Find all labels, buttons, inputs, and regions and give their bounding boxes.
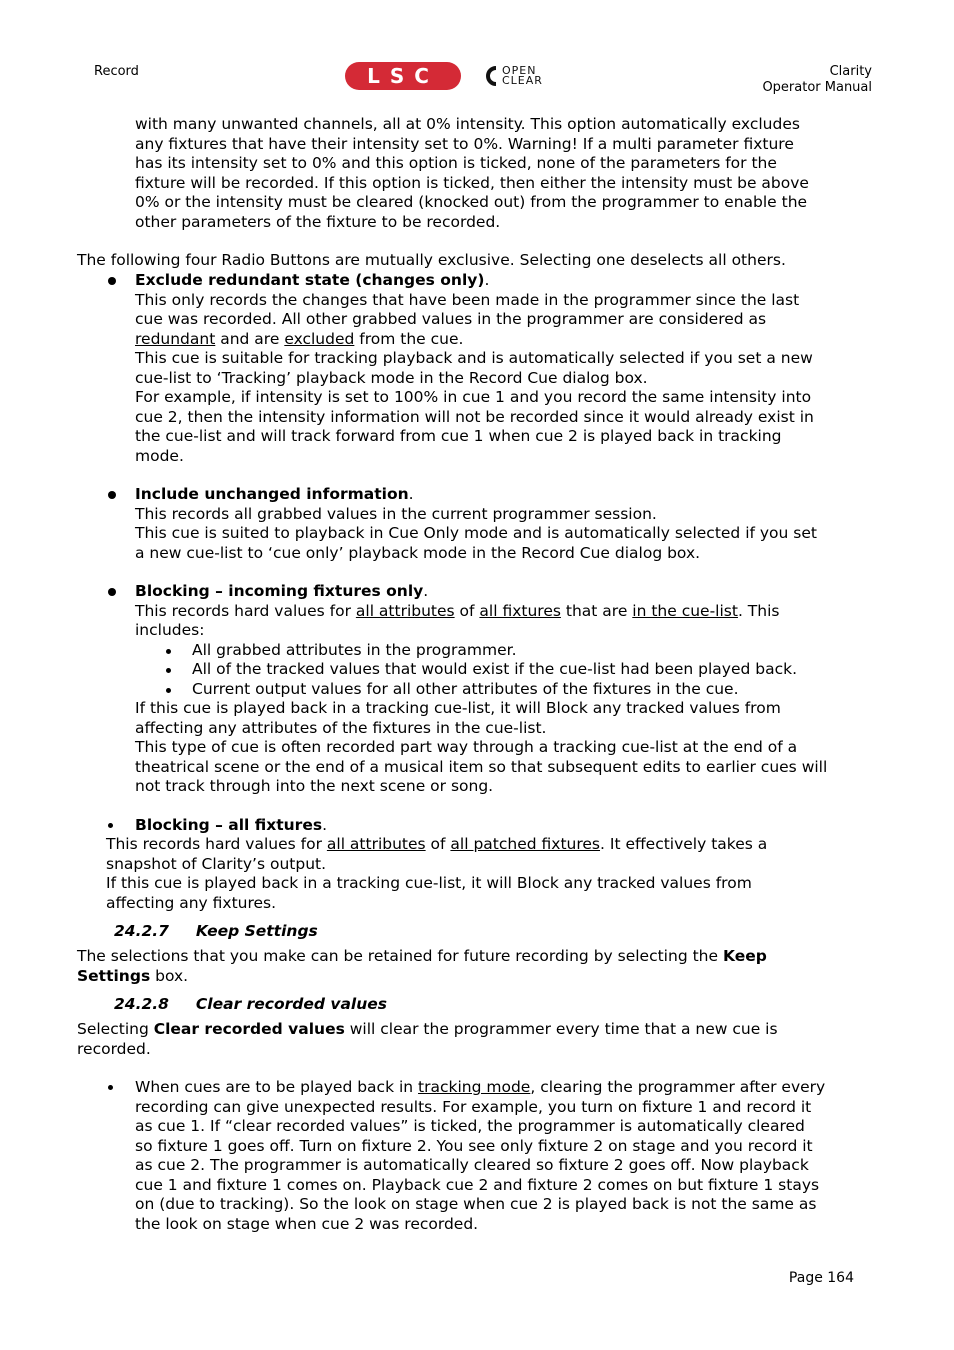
text-line: affecting any fixtures.: [106, 893, 277, 912]
bullet-icon: [108, 588, 116, 596]
open-clear-mark-icon: [482, 64, 502, 88]
text-line: as cue 1. If “clear recorded values” is ticked, the programmer is automatically cleared: [135, 1117, 805, 1135]
option-blocking-all: This records hard values for all attributes of all patched fixtures. It effectively takes a snapshot of Clarity’s output. If this cue is played back in a tracking cue-list, it will Block any tracked values from affecting any fixtures.: [106, 835, 866, 913]
text-line: cue-list to ‘Tracking’ playback mode in the Record Cue dialog box.: [135, 368, 648, 387]
logo-open-text: OPEN: [502, 64, 537, 77]
option-title: Exclude redundant state (changes only): [135, 271, 485, 289]
text-line: 0% or the intensity must be cleared (knocked out) from the programmer to enable the: [135, 193, 808, 211]
option-title: Blocking – incoming fixtures only: [135, 582, 424, 600]
sub-list: [135, 641, 860, 700]
text-line: with many unwanted channels, all at 0% intensity. This option automatically excludes: [135, 115, 800, 133]
term-excluded: excluded: [284, 329, 355, 348]
bullet-icon: [108, 277, 116, 285]
term-in-cue-list: in the cue-list: [632, 601, 738, 620]
clear-bullet-paragraph: When cues are to be played back in tracking mode, clearing the programmer after every recording can give unexpected results. For example, you turn on fixture 1 and record it as cue 1. If “clear recorded values” is ticked, the programmer is automatically cleared so fixture 1 goes off. Turn on fixture 2. You see only fixture 2 on stage and you record it as cue 2. The programmer is automatically cleared so fixture 2 goes off. Now playback cue 1 and fixture 1 comes on. Playback cue 2 and fixture 2 comes on but fixture 1 stays on (due to tracking). So the look on stage when cue 2 is played back is not the same as the look on stage when cue 2 was recorded.: [135, 1078, 860, 1234]
open-clear-logo: [482, 64, 582, 88]
text-line: includes:: [135, 621, 205, 639]
sub-item: All grabbed attributes in the programmer.: [192, 640, 517, 659]
text-line: This records all grabbed values in the current programmer session.: [135, 504, 657, 523]
text-line: affecting any attributes of the fixtures in the cue-list.: [135, 718, 547, 737]
text-line: any fixtures that have their intensity set to 0%. Warning! If a multi parameter fixture: [135, 134, 794, 153]
text-line: on (due to tracking). So the look on stage when cue 2 is played back is not the same as: [135, 1195, 817, 1213]
term-all-fixtures: all fixtures: [479, 601, 561, 620]
header-section: Record: [94, 64, 139, 79]
page-number: Page 164: [788, 1270, 854, 1286]
text-line: recording can give unexpected results. For example, you turn on fixture 1 and record it: [135, 1097, 812, 1116]
text-line: This only records the changes that have been made in the programmer since the last: [135, 290, 800, 309]
lsc-logo: LSC: [345, 62, 461, 90]
heading-keep-settings: 24.2.7 Keep Settings: [114, 922, 318, 940]
option-include-unchanged: Include unchanged information. This records all grabbed values in the current programmer session. This cue is suited to playback in Cue Only mode and is automatically selected if you set a new cue-list to ‘cue only’ playback mode in the Record Cue dialog box.: [135, 485, 860, 563]
bullet-icon: [108, 491, 116, 499]
option-blocking-incoming: Blocking – incoming fixtures only. This records hard values for all attributes of all fixtures that are in the cue-list. This includes: All grabbed attributes in the programmer. All of the tracked values that would exist if the cue-list had been played back. Current output values for all other attributes of the fixtures in the cue. If this cue is played back in a tracking cue-list, it will Block any tracked values from affecting any attributes of the fixtures in the cue-list. This type of cue is often recorded part way through a tracking cue-list at the end of a theatrical scene or the end of a musical item so that subsequent edits to earlier cues will not track through into the next scene or song.: [135, 582, 860, 797]
option-exclude-redundant: Exclude redundant state (changes only). This only records the changes that have been made in the programmer since the last cue was recorded. All other grabbed values in the programmer are considered as redundant and are excluded from the cue. This cue is suitable for tracking playback and is automatically selected if you set a new cue-list to ‘Tracking’ playback mode in the Record Cue dialog box. For example, if intensity is set to 100% in cue 1 and you record the same intensity into cue 2, then the intensity information will not be recorded since it would already exist in the cue-list and will track forward from cue 1 when cue 2 is played back in tracking mode.: [135, 271, 860, 466]
heading-clear-recorded-values: 24.2.8 Clear recorded values: [114, 995, 388, 1013]
term-redundant: redundant: [135, 329, 216, 348]
text-line: cue was recorded. All other grabbed values in the programmer are considered as: [135, 310, 767, 328]
header-title: [762, 64, 872, 96]
clear-paragraph: Selecting Clear recorded values will clear the programmer every time that a new cue is recorded.: [77, 1020, 867, 1059]
option-blocking-all-title: Blocking – all fixtures.: [135, 816, 327, 834]
text-line: This type of cue is often recorded part way through a tracking cue-list at the end of a: [135, 738, 798, 756]
keep-settings-paragraph: The selections that you make can be retained for future recording by selecting the Keep Settings box.: [77, 947, 767, 985]
header-title-line1: Clarity: [829, 64, 872, 79]
text-line: This cue is suited to playback in Cue Only mode and is automatically selected if you set: [135, 524, 817, 542]
term-all-patched-fixtures: all patched fixtures: [450, 835, 601, 853]
header-title-line2: Operator Manual: [762, 80, 872, 95]
sub-bullet-icon: [166, 668, 171, 673]
text-line: recorded.: [77, 1039, 151, 1058]
option-title: Blocking – all fixtures: [135, 816, 323, 834]
sub-bullet-icon: [166, 649, 171, 654]
text-line: so fixture 1 goes off. Turn on fixture 2. You see only fixture 2 on stage and you record it: [135, 1136, 813, 1155]
option-title: Include unchanged information: [135, 485, 409, 503]
text-line: has its intensity set to 0% and this option is ticked, none of the parameters for the: [135, 154, 777, 172]
text-line: theatrical scene or the end of a musical item so that subsequent edits to earlier cues will: [135, 757, 828, 776]
sub-bullet-icon: [166, 688, 171, 693]
text-line: not track through into the next scene or song.: [135, 777, 494, 795]
text-line: If this cue is played back in a tracking cue-list, it will Block any tracked values from: [135, 699, 781, 717]
text-line: cue 1 and fixture 1 comes on. Playback cue 2 and fixture 2 comes on but fixture 1 stays: [135, 1175, 820, 1194]
intro-paragraph: [135, 115, 860, 232]
term-tracking-mode: tracking mode: [418, 1078, 531, 1096]
sub-item: All of the tracked values that would exist if the cue-list had been played back.: [192, 660, 798, 678]
sub-item: Current output values for all other attributes of the fixtures in the cue.: [192, 679, 739, 698]
text-line: a new cue-list to ‘cue only’ playback mode in the Record Cue dialog box.: [135, 543, 701, 562]
logo-clear-text: CLEAR: [502, 74, 543, 87]
text-line: the cue-list and will track forward from cue 1 when cue 2 is played back in tracking: [135, 427, 782, 445]
text-line: the look on stage when cue 2 was recorded.: [135, 1214, 479, 1233]
bullet-icon: [108, 823, 113, 828]
term-all-attributes: all attributes: [326, 835, 426, 853]
term-all-attributes: all attributes: [355, 601, 455, 620]
text-line: mode.: [135, 446, 184, 465]
text-line: cue 2, then the intensity information will not be recorded since it would already exist in: [135, 407, 814, 426]
text-line: If this cue is played back in a tracking cue-list, it will Block any tracked values from: [106, 874, 752, 892]
bullet-icon: [108, 1085, 113, 1090]
radio-intro: The following four Radio Buttons are mutually exclusive. Selecting one deselects all others.: [77, 251, 786, 269]
text-line: fixture will be recorded. If this option is ticked, then either the intensity must be above: [135, 173, 809, 192]
text-line: For example, if intensity is set to 100% in cue 1 and you record the same intensity into: [135, 388, 812, 406]
text-line: as cue 2. The programmer is automatically cleared so fixture 2 goes off. Now playback: [135, 1156, 809, 1174]
text-line: This cue is suitable for tracking playback and is automatically selected if you set a new: [135, 349, 813, 367]
text-line: snapshot of Clarity’s output.: [106, 854, 327, 873]
text-line: other parameters of the fixture to be recorded.: [135, 212, 501, 231]
